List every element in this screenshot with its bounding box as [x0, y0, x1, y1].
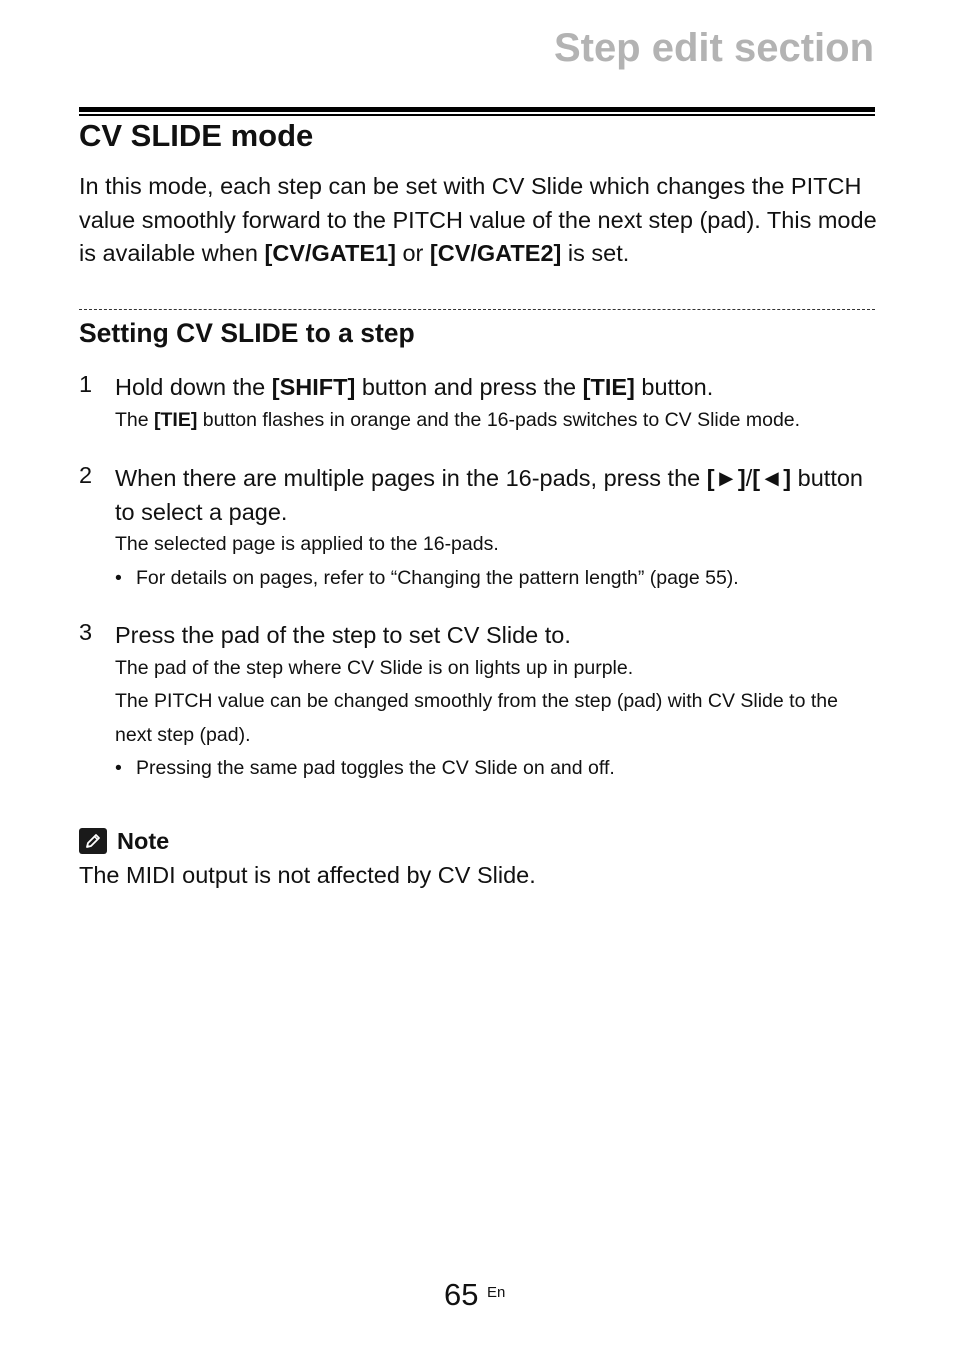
step-2-text: When there are multiple pages in the 16-pads, press the [►]/[◄] button to select a page. — [115, 465, 864, 525]
step-3-bullet: • Pressing the same pad toggles the CV Slide on and off. — [115, 757, 615, 779]
header-rule-thick — [79, 107, 875, 112]
step-2-number: 2 — [79, 462, 93, 488]
step-3-text: Press the pad of the step to set CV Slide to. — [115, 622, 571, 648]
page-language: En — [487, 1284, 506, 1301]
section-divider — [79, 309, 875, 310]
header-rule-thin — [79, 114, 875, 116]
mode-intro: In this mode, each step can be set with CV Slide which changes the PITCH value smoothly forward to the PITCH value of the next step (pad). This mode is available when [CV/GATE1] or [CV/GATE2] is set. — [79, 173, 877, 266]
step-2-detail: The selected page is applied to the 16-pads. — [115, 533, 499, 555]
step-1-text: Hold down the [SHIFT] button and press the [TIE] button. — [115, 374, 714, 400]
section-header: Step edit section — [553, 26, 874, 70]
note-text: The MIDI output is not affected by CV Slide. — [79, 862, 536, 888]
step-1-detail: The [TIE] button flashes in orange and the 16-pads switches to CV Slide mode. — [115, 409, 801, 431]
mode-title: CV SLIDE mode — [79, 118, 314, 153]
note-header — [79, 826, 169, 856]
pencil-icon — [79, 828, 107, 854]
step-3-detail-2: The PITCH value can be changed smoothly from the step (pad) with CV Slide to the next step (pad). — [115, 690, 838, 746]
step-3-number: 3 — [79, 619, 93, 645]
page-number: 65 — [444, 1277, 479, 1312]
step-2-bullet: • For details on pages, refer to “Changing the pattern length” (page 55). — [115, 567, 739, 589]
procedure-title: Setting CV SLIDE to a step — [79, 318, 415, 348]
step-1-number: 1 — [79, 371, 93, 397]
note-label: Note — [117, 827, 170, 854]
step-3-detail-1: The pad of the step where CV Slide is on lights up in purple. — [115, 657, 634, 679]
